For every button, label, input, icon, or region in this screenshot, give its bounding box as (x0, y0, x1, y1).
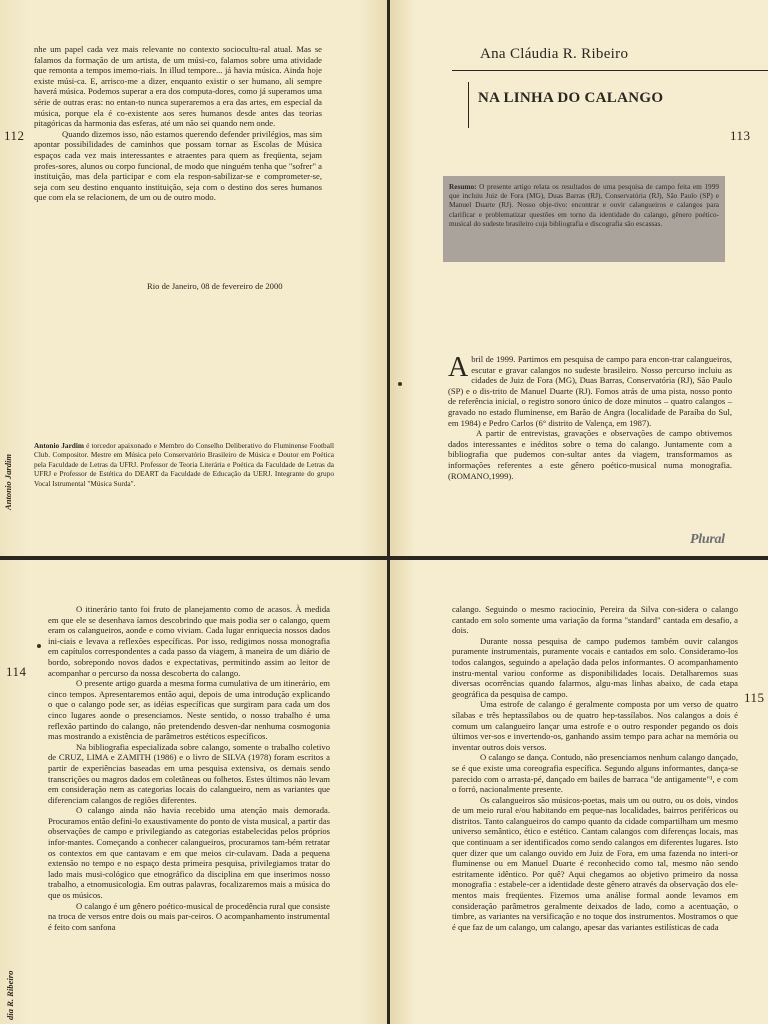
paragraph: O calango é um gênero poético-musical de procedência rural que consiste na troca de versos entre dois ou mais par-ceiros. O acompanhamento instrumental é feito com sanfona (48, 900, 330, 932)
author-footnote (34, 441, 334, 488)
footnote-text: é torcedor apaixonado e Membro do Conselho Deliberativo do Fluminense Football Club. Compositor. Mestre em Música pelo Conservatório Brasileiro de Música e Doutor em Poética pela Faculdade de Letras da UFRJ. Professor de Teoria Literária e Poética da Faculdade de Letras da UFRJ e Professor de Estética do DEART da Faculdade de Educação da UERJ. Integrante do grupo Vocal Istrumental "Música Surda". (34, 441, 335, 488)
date-line: Rio de Janeiro, 08 de fevereiro de 2000 (147, 281, 283, 291)
page-number: 114 (6, 664, 27, 679)
body-text (34, 44, 322, 203)
paragraph: nhe um papel cada vez mais relevante no contexto sociocultu-ral atual. Mas se falamos da formação de um artista, de um músi-co, falamos sobre uma atividade que remonta a tempos imemo-riais. In illud tempore... já havia música. Ainda hoje existe músi-ca. E, arrisco-me a dizer, enquanto existir o ser humano, ali sempre haverá música. Podemos superar a era dos computa-dores, como já superamos uma série de outras eras: no entan-to nunca superaremos a era das artes, em especial da música, porque ela é co-existente aos seres humanos desde antes das teorias pitagóricas da harmonia das esferas, até um não sei quando nem onde. (34, 44, 322, 129)
abstract-text: O presente artigo relata os resultados de uma pesquisa de campo feita em 1999 que incluiu Juiz de Fora (MG), Duas Barras (RJ), Conservatória (RJ), São Paulo (SP) e Manuel Duarte (RJ). Nosso obje-tivo: encontrar e ouvir calangueiros e calangos para clarificar e problematizar questões em torno da identidade do calango, gênero poético-musical do sudeste brasileiro cuja bibliografia e discografia são escassas. (449, 182, 719, 228)
paragraph: A partir de entrevistas, gravações e observações de campo obtivemos dados interessantes e inéditos sobre o tema do calango. Juntamente com a bibliografia que pudemos con-sultar antes da viagem, transformamos as informações referentes a este gênero poético-musical numa monografia. (ROMANO,1999). (448, 428, 732, 481)
article-title: NA LINHA DO CALANGO (478, 90, 664, 106)
paragraph: O itinerário tanto foi fruto de planejamento como de acasos. À medida em que ele se desenhava íamos descobrindo que mais podia ser o calango, quem eram os calangueiros, aonde e como viviam. Cada lugar enriquecia nossos dados ini-ciais e levava a reflexões específicas. Por isso, redigimos nossa monografia em capítulos correspondentes a cada passo da viagem, à maneira de um diário de bordo, sobrepondo novos dados e expectativas, permitindo assim ao leitor de acompanhar o percurso da nossa descoberta do calango. (48, 604, 330, 678)
body-text (452, 604, 738, 932)
page-112 (0, 0, 387, 556)
abstract-label: Resumo: (449, 182, 477, 191)
paragraph: Abril de 1999. Partimos em pesquisa de campo para encon-trar calangueiros, escutar e gravar calangos no sudeste brasileiro. Nosso percurso incluiu as cidades de Juiz de Fora (MG), Duas Barras, Conservatória (RJ), São Paulo (SP) e o dis-trito de Manuel Duarte (RJ). Fomos atrás de uma pista, nosso ponto de referência inicial, o registro sonoro único de doze minutos – quatro calangos – gravado no estado fluminense, em Barão de Angra (localidade de Paraíba do Sul, em 1984) e Pedro Carlos (6° distrito de Valença, em 1987). (448, 352, 732, 428)
article-author: Ana Cláudia R. Ribeiro (480, 46, 629, 62)
paragraph: Na bibliografia especializada sobre calango, somente o trabalho coletivo de CRUZ, LIMA e ZAMITH (1986) e o livro de SILVA (1978) foram escritos a partir de experiências baseadas em uma pesquisa extensiva, os demais sendo transcrições ou magros dados em coletâneas ou folhetos. Estes últimos não levam em consideração nem as categorias locais do calangueiro, nem as variantes que diferenciam calangos de regiões diferentes. (48, 741, 330, 805)
body-text (48, 604, 330, 932)
page-number: 112 (4, 128, 25, 143)
page-114 (0, 560, 387, 1024)
page-number: 115 (744, 690, 765, 705)
running-author: Antonio Jardim (3, 453, 13, 510)
paragraph: O calango se dança. Contudo, não presenciamos nenhum calango dançado, se é que existe uma coreografia específica. Segundo alguns informantes, dança-se parecido com o arrasta-pé, dançado em bailes de barraca "de antigamente"¹, e com o forró, nacionalmente presente. (452, 752, 738, 795)
page-115 (390, 560, 768, 1024)
paragraph: Uma estrofe de calango é geralmente composta por um verso de quatro sílabas e três heptassílabos ou de quatro hep-tassílabos. Nos calangos a dois é comum um calangueiro lançar uma estrofe e o outro responder pegando os dois últimos ver-sos e invertendo-os, ganhando assim tempo para achar na memória ou inventar outros dois versos. (452, 699, 738, 752)
header-rule-vertical (468, 82, 469, 128)
paragraph: O presente artigo guarda a mesma forma cumulativa de um itinerário, em cinco tempos. Apresentaremos então aqui, depois de uma introdução explicando o que o calango pode ser, as idéias específicas que surgiram para cada um dos cinco lugares aonde o presenciamos. Neste sentido, o nosso trabalho é uma reflexão partindo do calango, não pretendendo desven-dar nenhuma cosmogonia mas mostrando a existência de parâmetros estéticos específicos. (48, 678, 330, 742)
header-rule (452, 70, 768, 71)
page-number: 113 (730, 128, 751, 143)
paragraph: Quando dizemos isso, não estamos querendo defender privilégios, mas sim apontar possibilidades de caminhos que possam tornar as Escolas de Música espaços cada vez mais interessantes e atraentes para quem as freqüenta, sejam profes-sores, alunos ou corpo funcional, de modo que ninguém tenha que "sofrer" a instituição, mas dela participar e com ela respon-sabilizar-se e comprometer-se, seja com seu destino enquanto instituição, seja com o destino dos seres humanos que com ela se relacionem, de um ou de outro modo. (34, 128, 322, 203)
paragraph: O calango ainda não havia recebido uma atenção mais demorada. Procuramos então defini-lo exaustivamente do ponto de vista musical, a partir das observações de campo e privilegiando as categorias estabelecidas pelos próprios infor-mantes. Começando a conhecer calangueiros, procuramos tam-bém retratar os contextos em que cantavam e em que meios cir-culavam. Dada a pequena extensão no tempo e no espaço desta primeira pesquisa, privilegiamos tratar do lado mais musi-cológico que etnográfico da disciplina em que inserimos nosso trabalho, a etnomusicologia. Em outras palavras, focalizaremos mais a música do que os músicos. (48, 805, 330, 901)
page-113 (390, 0, 768, 556)
body-text (448, 354, 732, 481)
running-author: dia R. Ribeiro (5, 970, 15, 1020)
margin-mark (398, 382, 402, 386)
paragraph: Os calangueiros são músicos-poetas, mais um ou outro, ou os dois, vindos de um meio rural e/ou habitando em peque-nas localidades, bairros periféricos ou distritos. Tanto calangueiros do campo quanto da cidade compartilham um mesmo universo semântico, ético e estético. Cantam calangos com diferenças locais, mas que continuam a ser identificados como sendo calangos em diferentes lugares. Isto quer dizer que um calango ouvido em Juiz de Fora, em uma fazenda no interi-or fluminense ou em Manuel Duarte é reconhecido como tal, mesmo não sendo estritamente idêntico. Por quê? Aqui chegamos ao objetivo primeiro da nossa monografia : estabele-cer a identidade deste gênero através da observação dos ele-mentos mais freqüentes. Fizemos uma análise formal aonde levamos em consideração parâmetros geralmente deixados de lado, como a acentuação, o timbre, as variantes na versificação e no toque dos instrumentos. Mostramos o que é que faz de um calango, um calango, apesar das variantes estilísticas de cada (452, 794, 738, 932)
abstract-box (443, 176, 725, 262)
paragraph: Durante nossa pesquisa de campo pudemos também ouvir calangos puramente instrumentais, puramente vocais e cantados em solo. Consideramo-los todos calangos, seguindo a apelação dada pelos informantes. O acompanhamento instru-mental variou conforme as disponibilidades locais. Detalharemos suas diversas ocorrências quando falarmos, algu-mas linhas abaixo, de cada etapa geográfica da pesquisa de campo. (452, 635, 738, 699)
journal-logo: Plural (690, 532, 725, 547)
margin-mark (37, 644, 41, 648)
drop-cap: A (448, 352, 469, 383)
paragraph: calango. Seguindo o mesmo raciocínio, Pereira da Silva con-sidera o calango cantado em solo somente uma variação da forma "standard" cantada em desafio, a dois. (452, 604, 738, 636)
footnote-name: Antonio Jardim (34, 441, 84, 450)
